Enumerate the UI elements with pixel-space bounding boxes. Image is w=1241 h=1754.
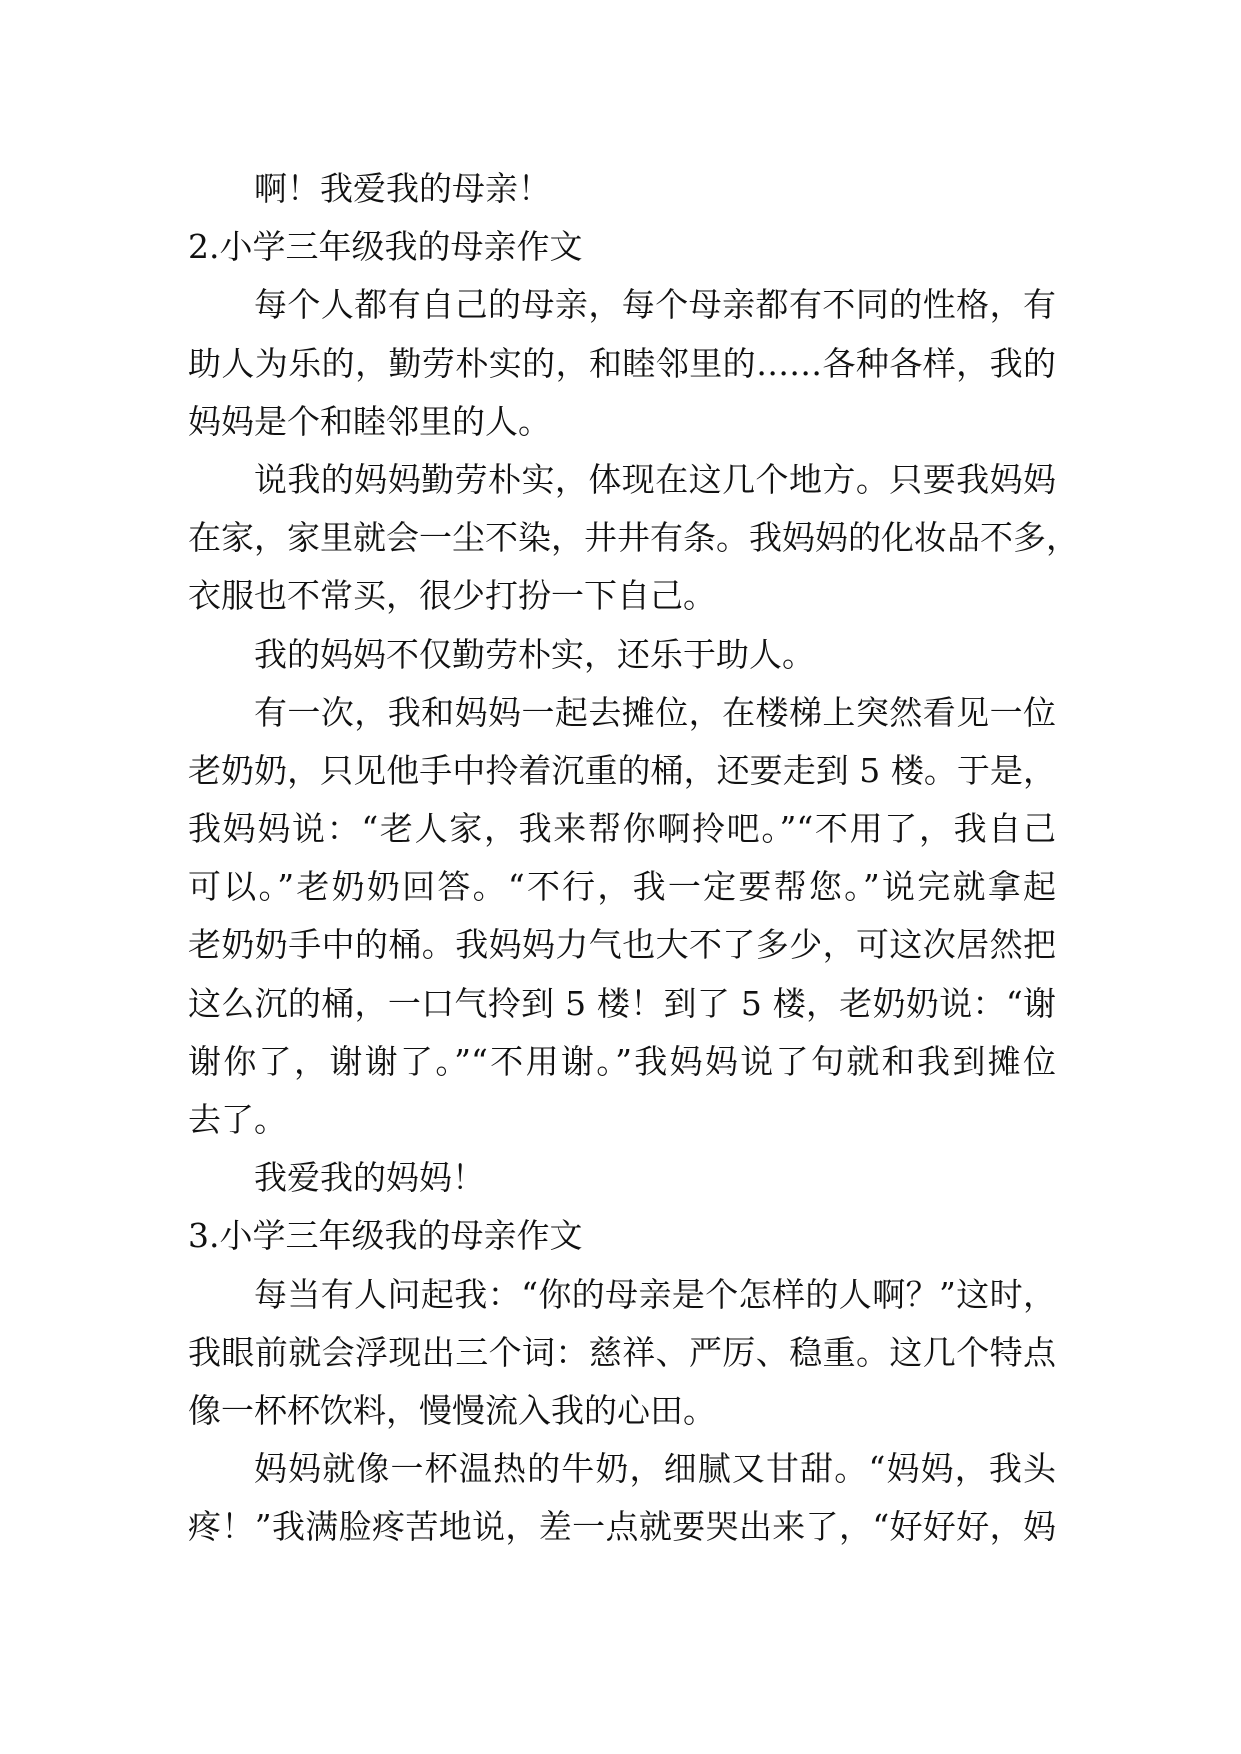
paragraph-line: 啊！我爱我的母亲！ xyxy=(254,169,551,208)
paragraph-line: 这么沉的桶，一口气拎到 5 楼！到了 5 楼，老奶奶说：“谢 xyxy=(188,983,1056,1023)
paragraph-line: 助人为乐的，勤劳朴实的，和睦邻里的……各种各样，我的 xyxy=(188,343,1056,383)
paragraph-line: 有一次，我和妈妈一起去摊位，在楼梯上突然看见一位 xyxy=(254,692,1056,732)
paragraph-line: 我眼前就会浮现出三个词：慈祥、严厉、稳重。这几个特点 xyxy=(188,1332,1056,1372)
paragraph-line: 妈妈就像一杯温热的牛奶，细腻又甘甜。“妈妈，我头 xyxy=(254,1449,1056,1489)
paragraph-line: 谢你了，谢谢了。”“不用谢。”我妈妈说了句就和我到摊位 xyxy=(188,1041,1056,1081)
paragraph-line: 像一杯杯饮料，慢慢流入我的心田。 xyxy=(188,1390,716,1430)
paragraph-line: 在家，家里就会一尘不染，井井有条。我妈妈的化妆品不多， xyxy=(188,518,1079,558)
paragraph-line: 每当有人问起我：“你的母亲是个怎样的人啊？”这时， xyxy=(254,1274,1056,1314)
paragraph-line: 老奶奶手中的桶。我妈妈力气也大不了多少，可这次居然把 xyxy=(188,925,1056,965)
paragraph-line: 我妈妈说：“老人家，我来帮你啊拎吧。”“不用了，我自己 xyxy=(188,809,1056,849)
paragraph-line: 疼！”我满脸疼苦地说，差一点就要哭出来了，“好好好，妈 xyxy=(188,1507,1056,1547)
paragraph-line: 老奶奶，只见他手中拎着沉重的桶，还要走到 5 楼。于是， xyxy=(188,750,1056,790)
paragraph-line: 每个人都有自己的母亲，每个母亲都有不同的性格，有 xyxy=(254,285,1056,325)
document-body xyxy=(188,160,1079,1557)
section-heading: 2.小学三年级我的母亲作文 xyxy=(188,227,583,267)
paragraph-line: 去了。 xyxy=(188,1100,287,1139)
paragraph-line: 妈妈是个和睦邻里的人。 xyxy=(188,401,551,441)
paragraph-line: 说我的妈妈勤劳朴实，体现在这几个地方。只要我妈妈 xyxy=(254,459,1056,499)
paragraph-line: 衣服也不常买，很少打扮一下自己。 xyxy=(188,576,716,616)
paragraph-line: 可以。”老奶奶回答。“不行，我一定要帮您。”说完就拿起 xyxy=(188,867,1056,907)
paragraph-line: 我的妈妈不仅勤劳朴实，还乐于助人。 xyxy=(254,634,815,674)
paragraph-line: 我爱我的妈妈！ xyxy=(254,1158,485,1198)
section-heading: 3.小学三年级我的母亲作文 xyxy=(188,1216,583,1256)
